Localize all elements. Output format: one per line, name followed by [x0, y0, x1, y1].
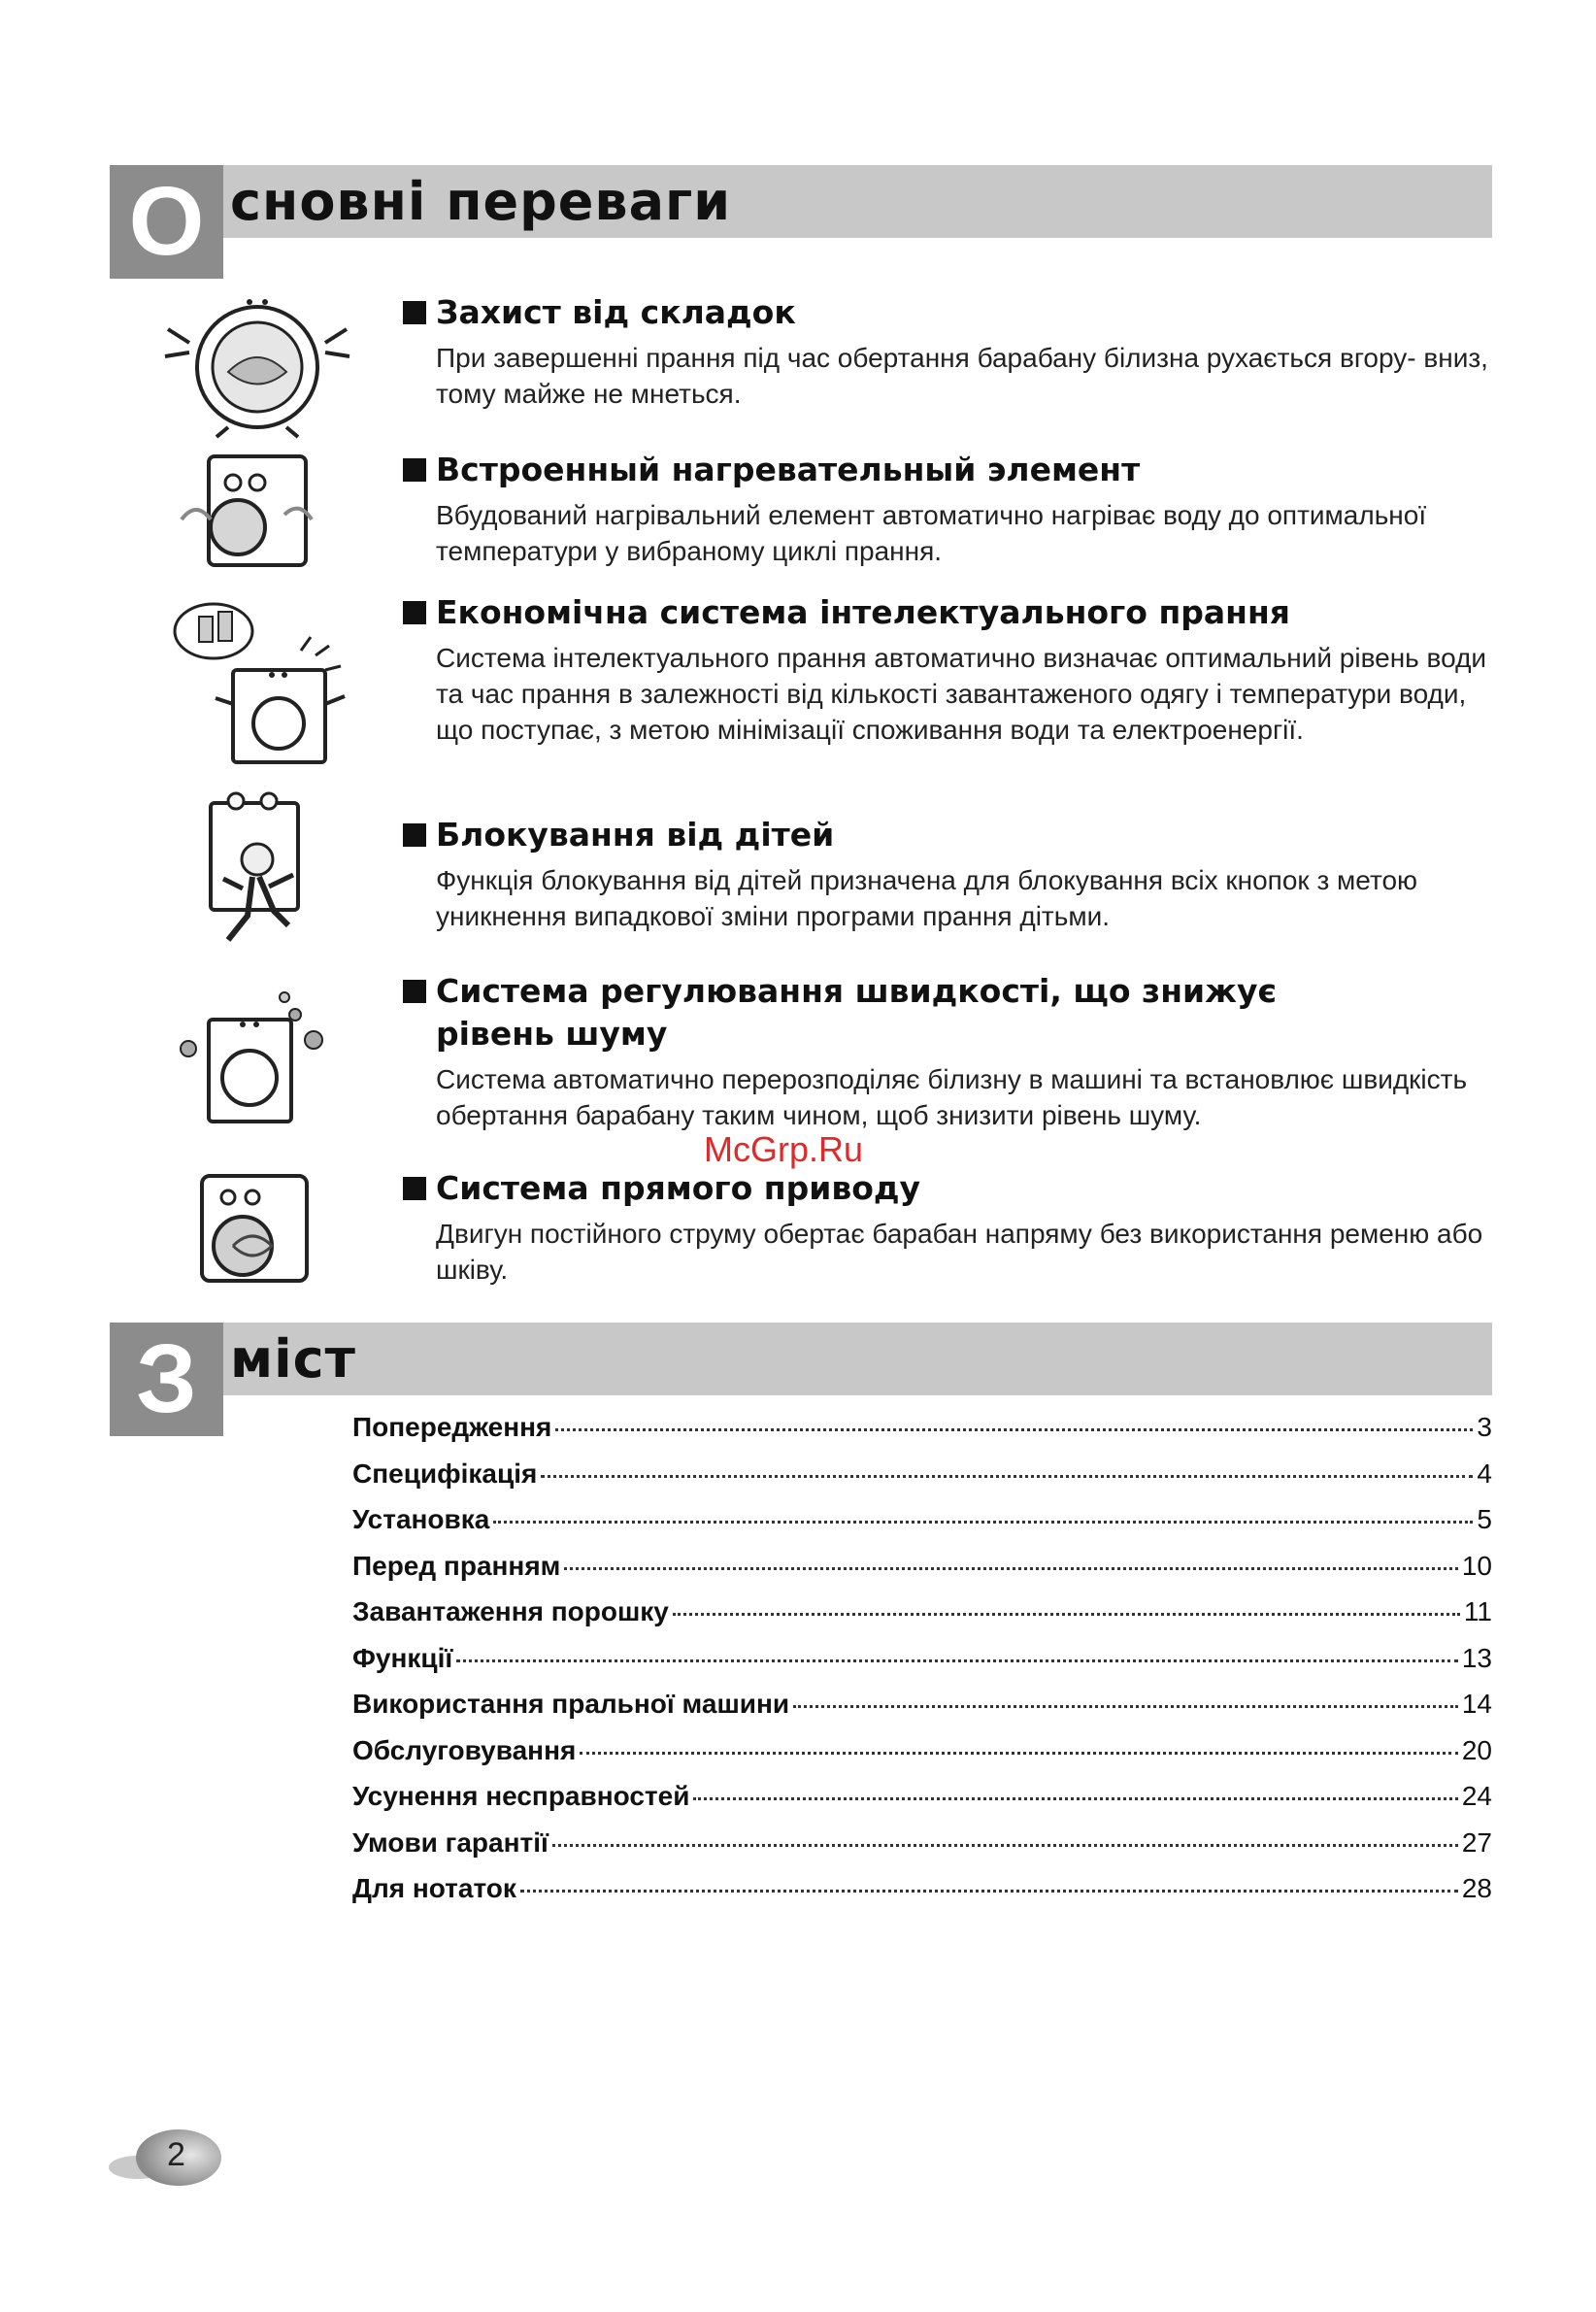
- page-number-badge: [109, 2128, 223, 2187]
- feature-text: Система автоматично перерозподіляє білизну в машині та встановлює швидкість обертання барабану таким чином, щоб знизити рівень шуму.: [436, 1064, 1468, 1130]
- low-noise-illustration: [175, 986, 330, 1131]
- toc-label: Використання пральної машини: [352, 1689, 790, 1719]
- toc-leader: [564, 1567, 1457, 1570]
- toc-entry[interactable]: [352, 1873, 1492, 1920]
- wrinkle-protection-illustration: [160, 285, 354, 440]
- toc-leader: [493, 1521, 1473, 1524]
- toc-label: Для нотаток: [352, 1873, 516, 1903]
- toc-label: Специфікація: [352, 1458, 538, 1489]
- bullet-square-icon: [403, 823, 426, 847]
- feature-text: Двигун постійного струму обертає барабан напряму без використання ременю або шківу.: [436, 1219, 1483, 1285]
- section-initial-letter: О: [110, 165, 223, 279]
- toc-leader: [520, 1890, 1458, 1893]
- toc-label: Усунення несправностей: [352, 1781, 690, 1811]
- toc-entry[interactable]: [352, 1827, 1492, 1874]
- toc-leader: [552, 1844, 1458, 1847]
- page-badge-shape: [109, 2128, 223, 2187]
- feature-title: Захист від складок: [436, 293, 796, 331]
- toc-entry[interactable]: [352, 1596, 1492, 1643]
- watermark: McGrp.Ru: [704, 1129, 864, 1169]
- toc-entry[interactable]: [352, 1735, 1492, 1782]
- feature-child-lock: [403, 814, 1495, 934]
- header-band: [223, 1323, 1492, 1395]
- feature-title: Економічна система інтелектуального прання: [436, 593, 1290, 631]
- feature-title: Встроенный нагревательный элемент: [436, 451, 1141, 488]
- toc-label: Попередження: [352, 1412, 552, 1442]
- feature-smart-wash: [403, 591, 1495, 748]
- toc-page: 14: [1461, 1689, 1492, 1719]
- bullet-square-icon: [403, 458, 426, 482]
- toc-page: 24: [1461, 1781, 1492, 1811]
- feature-title: Система прямого приводу: [436, 1169, 921, 1207]
- bullet-square-icon: [403, 601, 426, 624]
- toc-page: 13: [1461, 1642, 1492, 1673]
- feature-text: Вбудований нагрівальний елемент автоматично нагріває воду до оптимальної температури у вибраному циклі прання.: [436, 500, 1427, 566]
- page-number: 2: [167, 2136, 185, 2173]
- toc-page: 5: [1477, 1504, 1492, 1534]
- feature-title: Система регулювання швидкості, що знижує рівень шуму: [436, 972, 1278, 1053]
- bullet-square-icon: [403, 980, 426, 1003]
- heater-illustration: [180, 452, 316, 573]
- toc-page: 11: [1463, 1596, 1492, 1626]
- feature-text: Система інтелектуального прання автоматично визначає оптимальний рівень води та час прання в залежності від кількості завантаженого одягу і температури води, що поступає, з метою мінімізації споживання води та електроенергії.: [436, 643, 1487, 745]
- toc-label: Завантаження порошку: [352, 1596, 669, 1626]
- section-initial-letter: З: [110, 1323, 223, 1436]
- toc-entry[interactable]: [352, 1689, 1492, 1735]
- toc-entry[interactable]: [352, 1412, 1492, 1458]
- toc-label: Функції: [352, 1642, 453, 1673]
- toc-entry[interactable]: [352, 1504, 1492, 1551]
- toc-leader: [693, 1797, 1457, 1800]
- toc-leader: [673, 1613, 1460, 1616]
- toc-leader: [456, 1659, 1458, 1662]
- feature-wrinkle-protection: [403, 291, 1495, 412]
- feature-text: Функція блокування від дітей призначена для блокування всіх кнопок з метою уникнення випадкової зміни програми прання дітьми.: [436, 865, 1418, 931]
- toc-page: 20: [1461, 1734, 1492, 1765]
- toc-leader: [793, 1705, 1458, 1708]
- toc-entry[interactable]: [352, 1643, 1492, 1690]
- smart-wash-illustration: [160, 597, 354, 767]
- feature-title: Блокування від дітей: [436, 816, 835, 854]
- feature-text: При завершенні прання під час обертання барабану білизна рухається вгору- вниз, тому майже не мнеться.: [436, 343, 1488, 409]
- toc-leader: [555, 1428, 1473, 1431]
- toc-label: Обслуговування: [352, 1734, 577, 1765]
- feature-low-noise: [403, 970, 1495, 1133]
- direct-drive-illustration: [194, 1168, 316, 1290]
- toc-leader: [541, 1475, 1473, 1478]
- section-header-advantages: [110, 165, 1492, 279]
- toc-page: 28: [1461, 1873, 1492, 1903]
- toc-entry[interactable]: [352, 1458, 1492, 1505]
- bullet-square-icon: [403, 301, 426, 324]
- toc-leader: [580, 1752, 1458, 1755]
- toc-page: 3: [1477, 1412, 1492, 1442]
- feature-heater: [403, 449, 1495, 569]
- toc-label: Установка: [352, 1504, 490, 1534]
- toc-label: Перед пранням: [352, 1550, 561, 1581]
- section-title: сновні переваги: [230, 171, 732, 232]
- child-lock-illustration: [199, 791, 311, 956]
- toc-label: Умови гарантії: [352, 1826, 549, 1858]
- toc-page: 27: [1461, 1826, 1492, 1858]
- feature-direct-drive: [403, 1167, 1495, 1288]
- toc-entry[interactable]: [352, 1551, 1492, 1597]
- toc-entry[interactable]: [352, 1781, 1492, 1827]
- toc-page: 10: [1461, 1550, 1492, 1581]
- section-title: міст: [230, 1328, 356, 1390]
- toc-page: 4: [1477, 1458, 1492, 1489]
- table-of-contents: [352, 1412, 1492, 1920]
- bullet-square-icon: [403, 1177, 426, 1200]
